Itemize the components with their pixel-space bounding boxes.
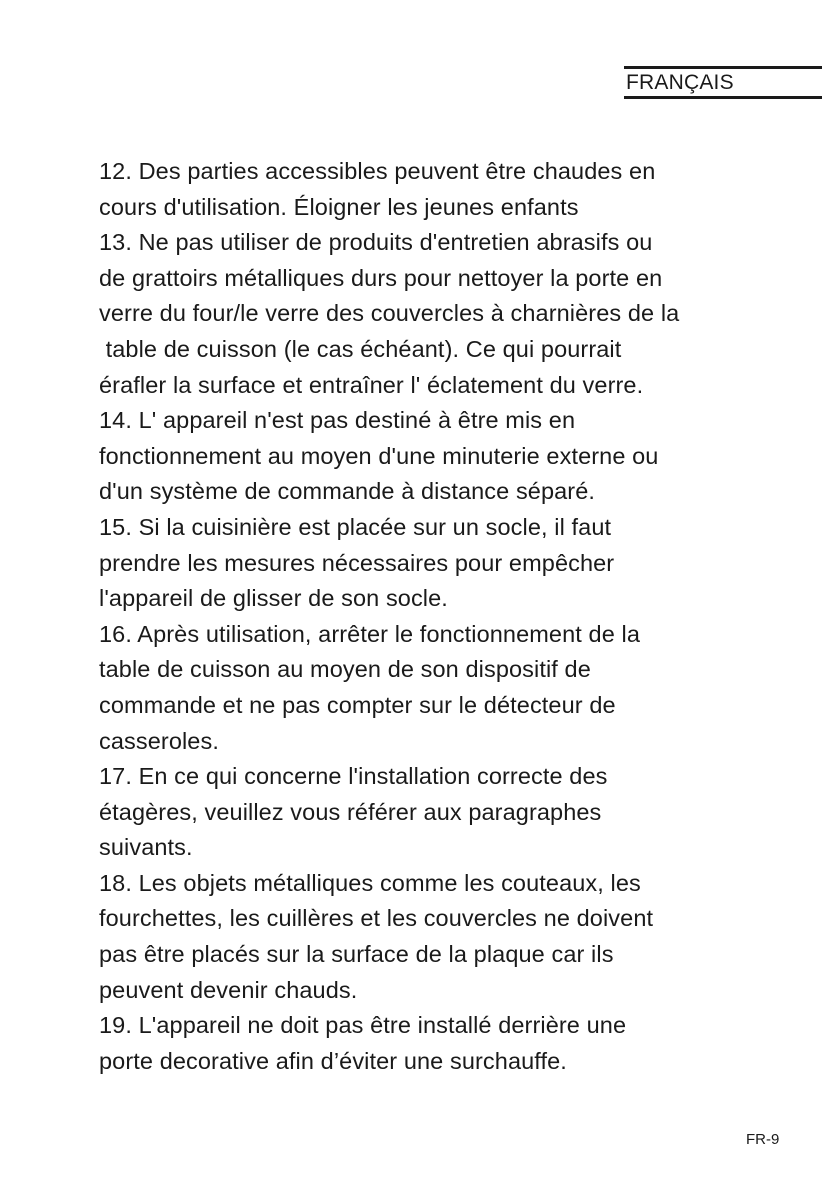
- text-line: peuvent devenir chauds.: [99, 976, 358, 1003]
- text-line: fonctionnement au moyen d'une minuterie externe ou: [99, 442, 659, 469]
- text-line: verre du four/le verre des couvercles à charnières de la: [99, 300, 680, 327]
- text-line: érafler la surface et entraîner l' éclatement du verre.: [99, 371, 644, 398]
- text-line: porte decorative afin d’éviter une surchauffe.: [99, 1047, 567, 1074]
- text-line: 12. Des parties accessibles peuvent être chaudes en: [99, 158, 656, 184]
- text-line: suivants.: [99, 834, 193, 861]
- language-header: [624, 66, 822, 99]
- text-line: casseroles.: [99, 727, 219, 754]
- text-line: commande et ne pas compter sur le détecteur de: [99, 691, 616, 718]
- text-line: 13. Ne pas utiliser de produits d'entretien abrasifs ou: [99, 229, 653, 256]
- text-line: étagères, veuillez vous référer aux paragraphes: [99, 798, 602, 825]
- text-line: table de cuisson (le cas échéant). Ce qui pourrait: [99, 335, 622, 362]
- header-rule-bottom: [624, 96, 822, 99]
- safety-instructions-body: [99, 154, 799, 1079]
- text-line: 19. L'appareil ne doit pas être installé derrière une: [99, 1012, 627, 1039]
- text-line: 15. Si la cuisinière est placée sur un socle, il faut: [99, 513, 612, 540]
- text-line: prendre les mesures nécessaires pour empêcher: [99, 549, 615, 576]
- text-line: l'appareil de glisser de son socle.: [99, 585, 448, 612]
- text-line: 17. En ce qui concerne l'installation correcte des: [99, 763, 608, 790]
- page-number: FR-9: [746, 1131, 780, 1148]
- text-line: fourchettes, les cuillères et les couvercles ne doivent: [99, 905, 654, 932]
- text-line: table de cuisson au moyen de son dispositif de: [99, 656, 591, 683]
- text-line: de grattoirs métalliques durs pour nettoyer la porte en: [99, 264, 663, 291]
- language-label: FRANÇAIS: [626, 71, 734, 94]
- text-line: cours d'utilisation. Éloigner les jeunes enfants: [99, 193, 579, 220]
- text-line: 16. Après utilisation, arrêter le fonctionnement de la: [99, 620, 640, 647]
- text-line: d'un système de commande à distance séparé.: [99, 478, 596, 505]
- text-line: 14. L' appareil n'est pas destiné à être mis en: [99, 407, 576, 434]
- text-line: pas être placés sur la surface de la plaque car ils: [99, 941, 614, 968]
- text-line: 18. Les objets métalliques comme les couteaux, les: [99, 869, 641, 896]
